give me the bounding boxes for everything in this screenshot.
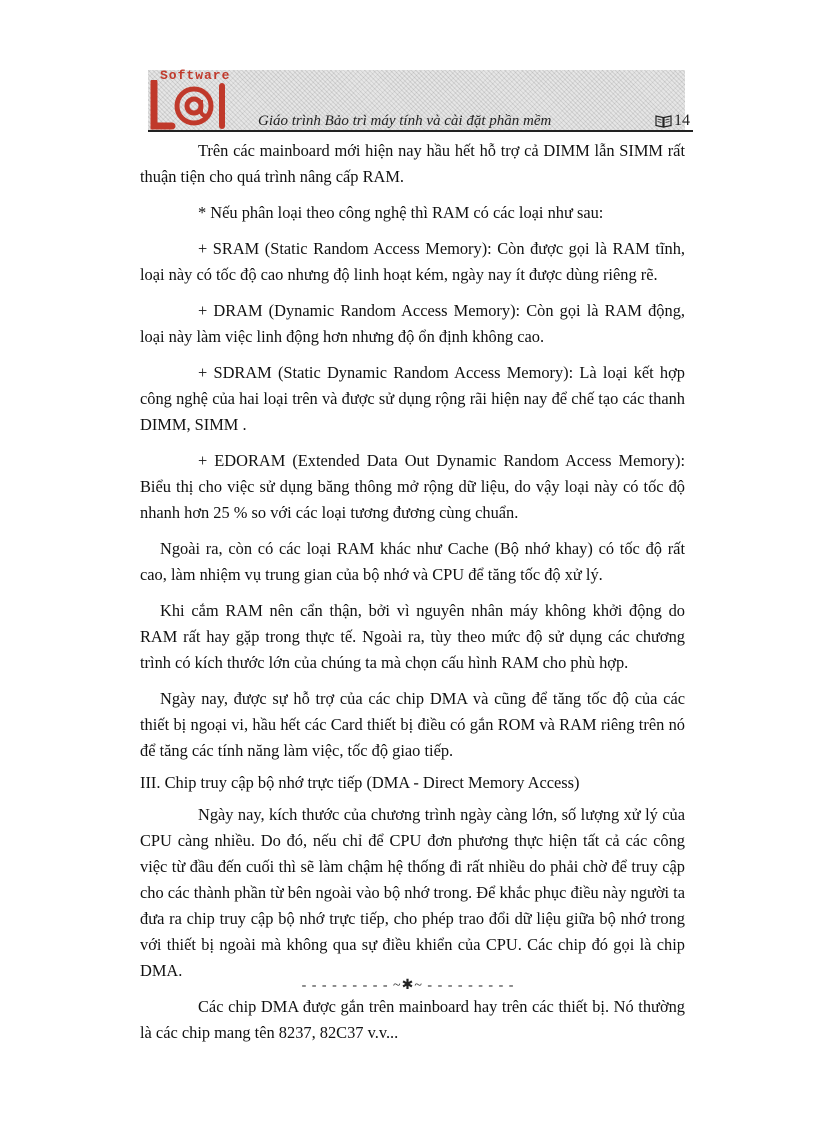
page-number: 14 — [674, 112, 690, 129]
paragraph: * Nếu phân loại theo công nghệ thì RAM có các loại như sau: — [198, 203, 604, 222]
software-logo — [148, 68, 232, 130]
at-logo-icon — [148, 80, 232, 130]
section-heading: III. Chip truy cập bộ nhớ trực tiếp (DMA - Direct Memory Access) — [140, 773, 580, 792]
paragraph: + EDORAM (Extended Data Out Dynamic Random Access Memory): Biểu thị cho việc sử dụng băng thông mở rộng dữ liệu, do vậy loại này có tốc độ nhanh hơn 25 % so với các loại tương đương cùng chuẩn. — [140, 451, 685, 522]
paragraph: Ngày nay, kích thước của chương trình ngày càng lớn, số lượng xử lý của CPU càng nhiều. Do đó, nếu chỉ để CPU đơn phương thực hiện tất cả các công việc từ đầu đến cuối thì sẽ làm chậm hệ thống đi rất nhiều do phải chờ để truy cập cho các thành phần từ bên ngoài vào bộ nhớ trong. Để khắc phục điều này người ta đưa ra chip truy cập bộ nhớ trực tiếp, cho phép trao đổi dữ liệu giữa bộ nhớ trong với thiết bị ngoài mà không qua sự điều khiển của CPU. Các chip đó gọi là chip DMA. — [140, 805, 685, 980]
paragraph: Các chip DMA được gắn trên mainboard hay trên các thiết bị. Nó thường là các chip mang tên 8237, 82C37 v.v... — [140, 997, 685, 1042]
header-title: Giáo trình Bảo trì máy tính và cài đặt phần mềm — [258, 113, 552, 129]
paragraph: + SDRAM (Static Dynamic Random Access Memory): Là loại kết hợp công nghệ của hai loại trên và được sử dụng rộng rãi hiện nay để chế tạo các thanh DIMM, SIMM . — [140, 363, 685, 434]
paragraph: Khi cắm RAM nên cẩn thận, bởi vì nguyên nhân máy không khởi động do RAM rất hay gặp trong thực tế. Ngoài ra, tùy theo mức độ sử dụng các chương trình có kích thước lớn của chúng ta mà chọn cấu hình RAM cho phù hợp. — [140, 601, 685, 672]
logo-text: Software — [160, 68, 231, 83]
page-body — [140, 138, 685, 1046]
open-book-icon — [655, 114, 672, 128]
paragraph: + DRAM (Dynamic Random Access Memory): Còn gọi là RAM động, loại này làm việc linh động hơn nhưng độ ổn định không cao. — [140, 301, 685, 346]
footer-ornament: - - - - - - - - - ~✱~ - - - - - - - - - — [301, 978, 515, 993]
paragraph: Ngoài ra, còn có các loại RAM khác như Cache (Bộ nhớ khay) có tốc độ rất cao, làm nhiệm vụ trung gian của bộ nhớ và CPU để tăng tốc độ xử lý. — [140, 539, 685, 584]
paragraph: Ngày nay, được sự hỗ trợ của các chip DMA và cũng để tăng tốc độ của các thiết bị ngoại vi, hầu hết các Card thiết bị điều có gắn ROM và RAM riêng trên nó để tăng các tính năng làm việc, tốc độ giao tiếp. — [140, 689, 685, 760]
paragraph: Trên các mainboard mới hiện nay hầu hết hỗ trợ cả DIMM lẫn SIMM rất thuận tiện cho quá trình nâng cấp RAM. — [140, 141, 685, 186]
paragraph: + SRAM (Static Random Access Memory): Còn được gọi là RAM tĩnh, loại này có tốc độ cao nhưng độ linh hoạt kém, ngày nay ít được dùng riêng rẽ. — [140, 239, 685, 284]
header-rule — [148, 130, 693, 132]
